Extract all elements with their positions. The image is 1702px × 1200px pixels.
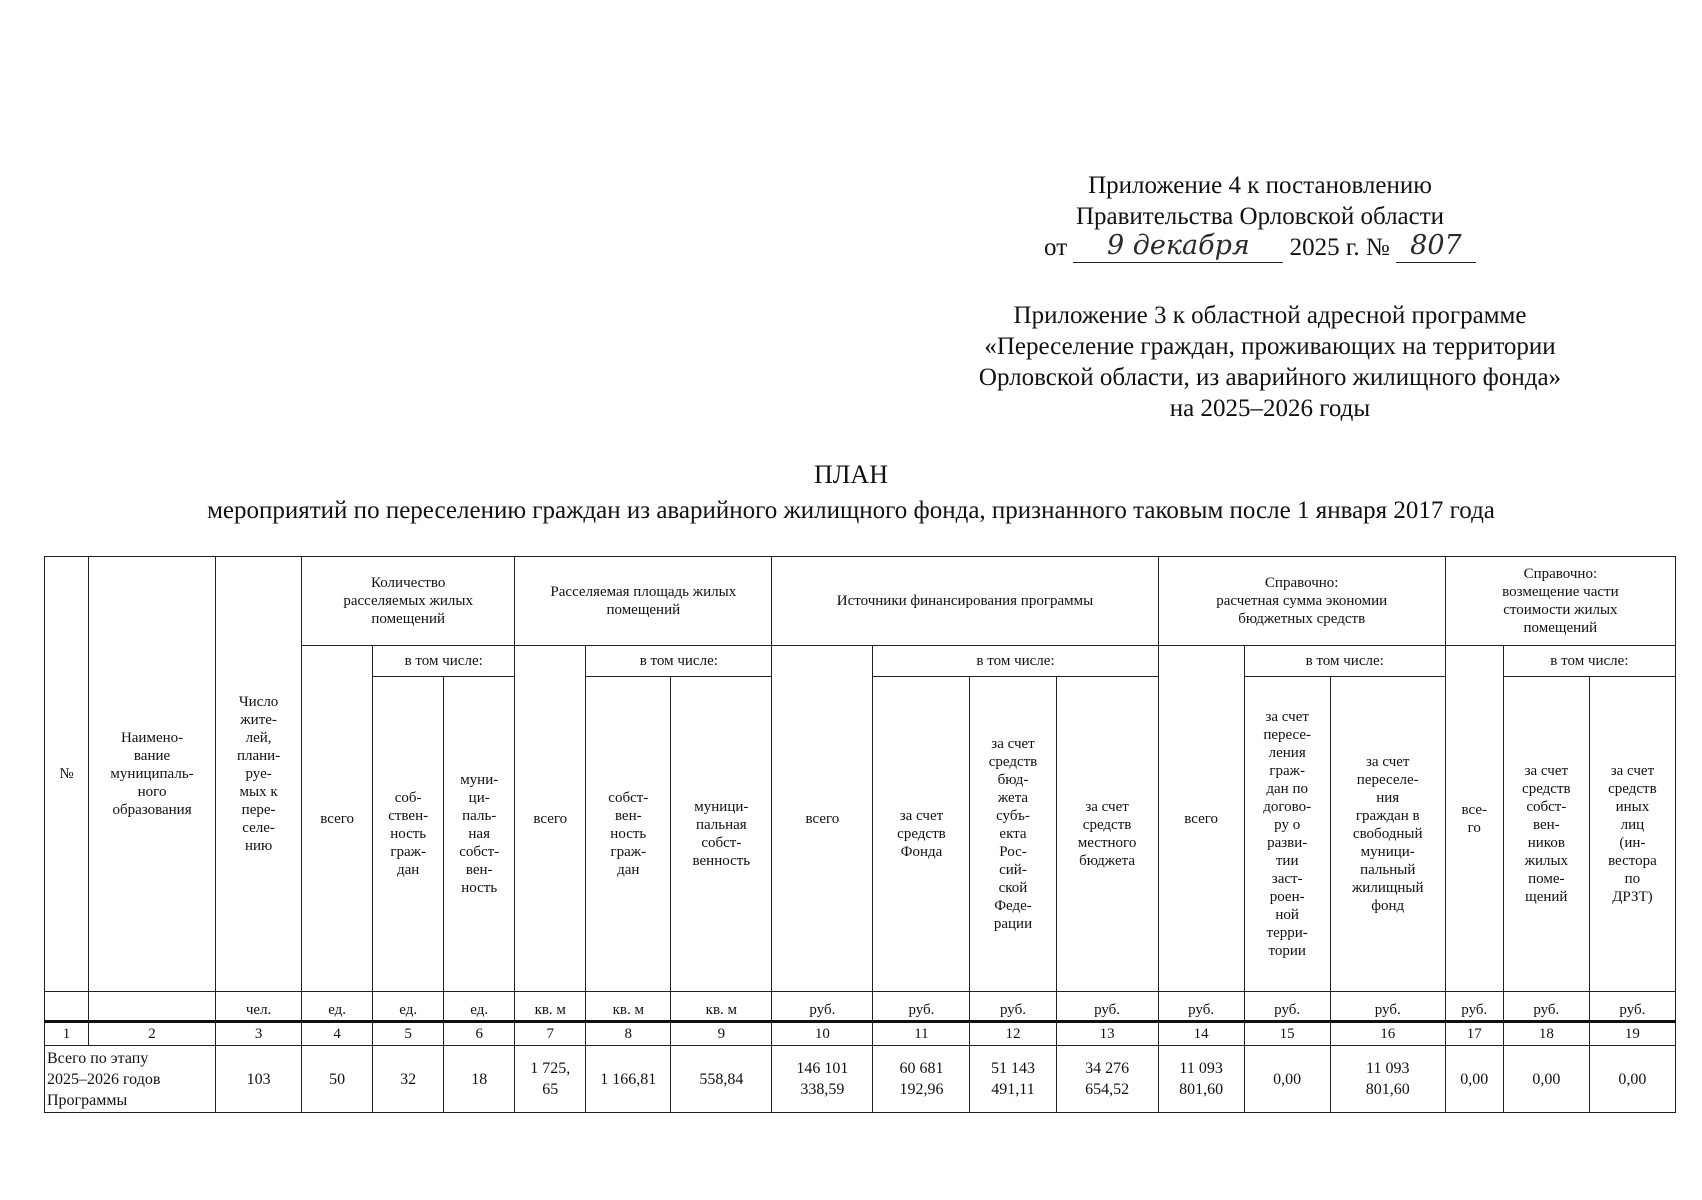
- group-header-financing: Источники финансирования программы: [772, 557, 1158, 646]
- unit-cell: руб.: [970, 992, 1056, 1022]
- col-header-municipality: Наимено- вание муниципаль- ного образования: [89, 557, 216, 992]
- unit-cell: руб.: [873, 992, 970, 1022]
- annex4-line1: Приложение 4 к постановлению: [1088, 172, 1432, 199]
- col-header-finance-subject: за счет средств бюд- жета субъ- екта Рос- сий- ской Феде- рации: [970, 677, 1056, 992]
- column-number: 4: [302, 1022, 373, 1046]
- column-number: 16: [1330, 1022, 1445, 1046]
- column-number: 14: [1158, 1022, 1244, 1046]
- annex3-line3: Орловской области, из аварийного жилищного фонда»: [978, 364, 1562, 391]
- unit-cell: руб.: [1445, 992, 1503, 1022]
- column-number: 15: [1244, 1022, 1330, 1046]
- col-header-compens-others: за счет средств иных лиц (ин- вестора по ДРЗТ): [1589, 677, 1675, 992]
- col-header-economy-free-fund: за счет переселе- ния граждан в свободный муници- пальный жилищный фонд: [1330, 677, 1445, 992]
- unit-cell: кв. м: [515, 992, 586, 1022]
- column-number: 7: [515, 1022, 586, 1046]
- unit-cell: руб.: [1244, 992, 1330, 1022]
- table-cell: 0,00: [1503, 1046, 1589, 1113]
- col-header-finance-total: всего: [772, 646, 873, 992]
- table-cell: 0,00: [1244, 1046, 1330, 1113]
- table-cell: 558,84: [671, 1046, 772, 1113]
- unit-cell: руб.: [1503, 992, 1589, 1022]
- column-number: 2: [89, 1022, 216, 1046]
- col-header-finance-local: за счет средств местного бюджета: [1056, 677, 1158, 992]
- column-numbers-row: [45, 1022, 1676, 1046]
- subheader-count-incl: в том числе:: [373, 646, 515, 677]
- column-number: 18: [1503, 1022, 1589, 1046]
- table-row-total: [45, 1046, 1676, 1113]
- table-cell: 50: [302, 1046, 373, 1113]
- col-header-compens-total: все- го: [1445, 646, 1503, 992]
- column-number: 3: [216, 1022, 302, 1046]
- unit-cell: руб.: [772, 992, 873, 1022]
- subheader-area-incl: в том числе:: [586, 646, 772, 677]
- annex3-line2: «Переселение граждан, проживающих на территории: [984, 333, 1556, 360]
- group-header-compensation: Справочно: возмещение части стоимости жилых помещений: [1445, 557, 1675, 646]
- table-cell: 32: [373, 1046, 444, 1113]
- unit-cell: ед.: [444, 992, 515, 1022]
- handwritten-number: 807: [1410, 230, 1462, 261]
- unit-cell: руб.: [1158, 992, 1244, 1022]
- date-field: [1073, 230, 1283, 263]
- column-number: 10: [772, 1022, 873, 1046]
- col-header-residents: Число жите- лей, плани- руе- мых к пере- селе- нию: [216, 557, 302, 992]
- subheader-economy-incl: в том числе:: [1244, 646, 1445, 677]
- table-cell: 11 093 801,60: [1330, 1046, 1445, 1113]
- table-cell: 103: [216, 1046, 302, 1113]
- col-header-finance-fund: за счет средств Фонда: [873, 677, 970, 992]
- column-number: 8: [586, 1022, 671, 1046]
- table-cell: 34 276 654,52: [1056, 1046, 1158, 1113]
- plan-title: ПЛАН: [814, 460, 888, 489]
- table-cell: 1 725, 65: [515, 1046, 586, 1113]
- table-cell: 51 143 491,11: [970, 1046, 1056, 1113]
- column-number: 17: [1445, 1022, 1503, 1046]
- table-cell: 0,00: [1589, 1046, 1675, 1113]
- col-header-economy-development: за счет пересе- ления граж- дан по догово- ру о разви- тии заст- роен- ной терри- тории: [1244, 677, 1330, 992]
- group-header-economy: Справочно: расчетная сумма экономии бюджетных средств: [1158, 557, 1445, 646]
- column-number: 5: [373, 1022, 444, 1046]
- subheader-compens-incl: в том числе:: [1503, 646, 1675, 677]
- unit-cell: ед.: [373, 992, 444, 1022]
- col-header-count-municipal: муни- ци- паль- ная собст- вен- ность: [444, 677, 515, 992]
- group-header-area: Расселяемая площадь жилых помещений: [515, 557, 772, 646]
- handwritten-date: 9 декабря: [1107, 230, 1250, 261]
- units-row: [45, 992, 1676, 1022]
- annex3-line1: Приложение 3 к областной адресной программе: [1013, 302, 1527, 329]
- number-field: [1396, 230, 1476, 263]
- col-header-area-own: собст- вен- ность граж- дан: [586, 677, 671, 992]
- unit-cell: ед.: [302, 992, 373, 1022]
- col-header-compens-owners: за счет средств собст- вен- ников жилых поме- щений: [1503, 677, 1589, 992]
- table-cell: 60 681 192,96: [873, 1046, 970, 1113]
- column-number: 12: [970, 1022, 1056, 1046]
- annex3-block: [900, 300, 1640, 424]
- unit-cell: чел.: [216, 992, 302, 1022]
- table-cell: 1 166,81: [586, 1046, 671, 1113]
- col-header-no: №: [45, 557, 89, 992]
- unit-cell: кв. м: [586, 992, 671, 1022]
- col-header-area-total: всего: [515, 646, 586, 992]
- annex3-line4: на 2025–2026 годы: [1169, 395, 1371, 422]
- table-cell: 146 101 338,59: [772, 1046, 873, 1113]
- col-header-count-own: соб- ствен- ность граж- дан: [373, 677, 444, 992]
- column-number: 13: [1056, 1022, 1158, 1046]
- column-number: 9: [671, 1022, 772, 1046]
- units-cell-empty-2: [89, 992, 216, 1022]
- plan-subtitle: мероприятий по переселению граждан из аварийного жилищного фонда, признанного таковым после 1 января 2017 года: [207, 497, 1495, 524]
- unit-cell: руб.: [1589, 992, 1675, 1022]
- annex4-date-line: [1010, 232, 1510, 263]
- col-header-area-municipal: муници- пальная собст- венность: [671, 677, 772, 992]
- header-row-groups: [45, 557, 1676, 646]
- table-cell: 0,00: [1445, 1046, 1503, 1113]
- column-number: 1: [45, 1022, 89, 1046]
- col-header-economy-total: всего: [1158, 646, 1244, 992]
- group-header-dwellings-count: Количество расселяемых жилых помещений: [302, 557, 515, 646]
- unit-cell: руб.: [1056, 992, 1158, 1022]
- subheader-finance-incl: в том числе:: [873, 646, 1158, 677]
- unit-cell: руб.: [1330, 992, 1445, 1022]
- column-number: 19: [1589, 1022, 1675, 1046]
- year-number-label: 2025 г. №: [1289, 234, 1390, 261]
- column-number: 6: [444, 1022, 515, 1046]
- col-header-count-total: всего: [302, 646, 373, 992]
- table-cell: 18: [444, 1046, 515, 1113]
- units-cell-empty-1: [45, 992, 89, 1022]
- plan-table: [44, 556, 1676, 1113]
- column-number: 11: [873, 1022, 970, 1046]
- unit-cell: кв. м: [671, 992, 772, 1022]
- row-label-total: Всего по этапу 2025–2026 годов Программы: [45, 1046, 216, 1113]
- from-prefix: от: [1044, 234, 1068, 261]
- table-cell: 11 093 801,60: [1158, 1046, 1244, 1113]
- annex4-line2: Правительства Орловской области: [1075, 203, 1445, 230]
- annex4-block: [1010, 170, 1510, 263]
